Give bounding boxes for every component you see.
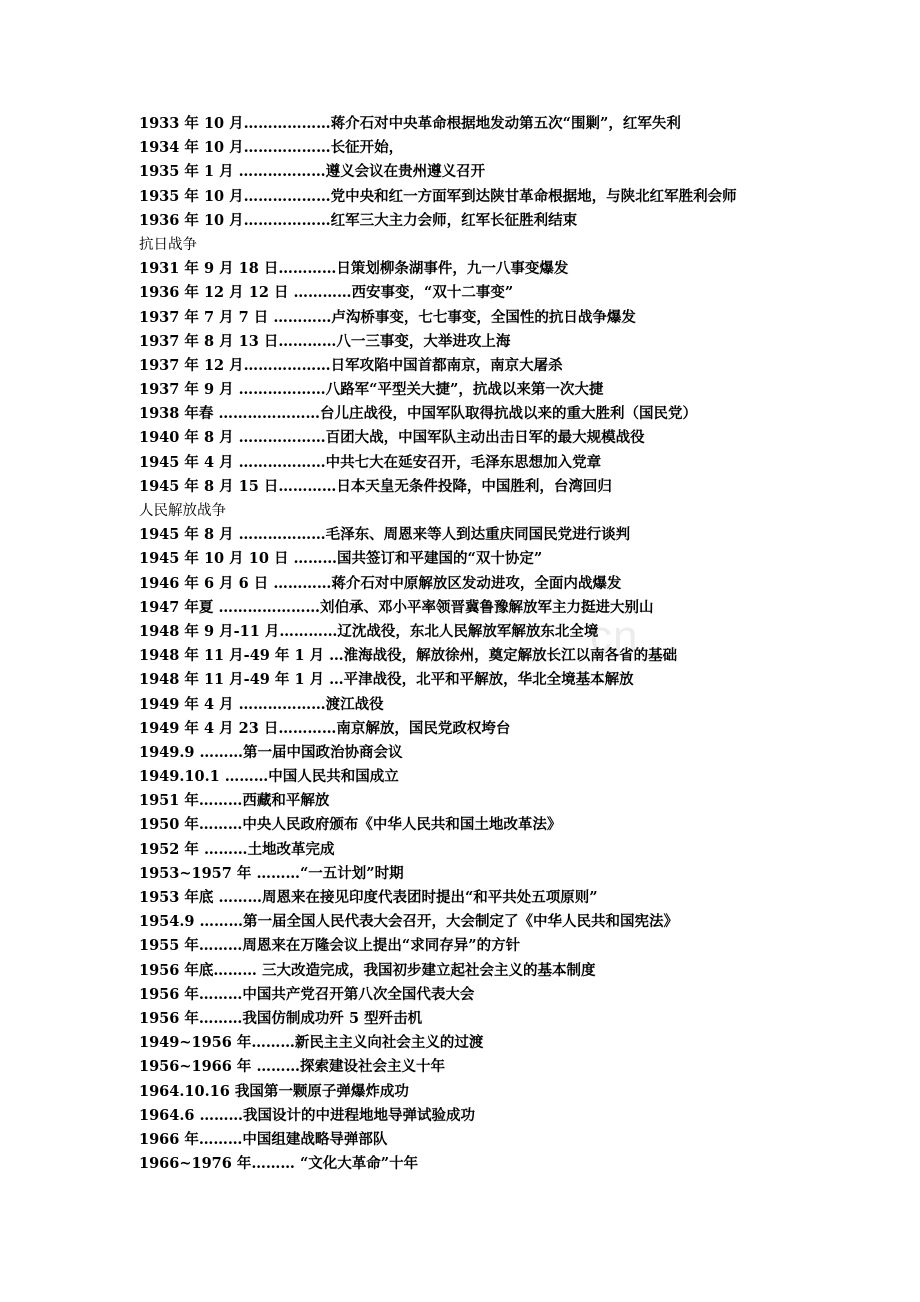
- timeline-entry: 1948 年 11 月-49 年 1 月 …平津战役，北平和平解放，华北全境基本解放: [139, 671, 634, 689]
- timeline-entry: 1956 年底……… 三大改造完成，我国初步建立起社会主义的基本制度: [139, 961, 596, 979]
- timeline-entry: 1949.9 ………第一届中国政治协商会议: [139, 743, 403, 761]
- timeline-entry: 1934 年 10 月………………长征开始，: [139, 139, 404, 157]
- timeline-entry: 1949 年 4 月 ………………渡江战役: [139, 695, 384, 713]
- timeline-entry: 1946 年 6 月 6 日 …………蒋介石对中原解放区发动进攻，全面内战爆发: [139, 574, 622, 592]
- timeline-entry: 1948 年 9 月-11 月…………辽沈战役，东北人民解放军解放东北全境: [139, 622, 599, 640]
- timeline-entry: 1933 年 10 月………………蒋介石对中央革命根据地发动第五次“围剿”，红军失利: [139, 115, 681, 132]
- timeline-entry: 1936 年 10 月………………红军三大主力会师，红军长征胜利结束: [139, 211, 578, 229]
- timeline-entry: 1945 年 4 月 ………………中共七大在延安召开，毛泽东思想加入党章: [139, 453, 602, 471]
- timeline-entry: 1937 年 8 月 13 日…………八一三事变，大举进攻上海: [139, 332, 511, 350]
- timeline-entry: 1949 年 4 月 23 日…………南京解放，国民党政权垮台: [139, 719, 511, 737]
- timeline-entry: 1937 年 12 月………………日军攻陷中国首都南京，南京大屠杀: [139, 356, 563, 374]
- section-heading: 人民解放战争: [139, 503, 226, 519]
- timeline-entry: 1945 年 8 月 ………………毛泽东、周恩来等人到达重庆同国民党进行谈判: [139, 526, 631, 544]
- timeline-entry: 1966 年………中国组建战略导弹部队: [139, 1130, 388, 1148]
- timeline-entry: 1954.9 ………第一届全国人民代表大会召开，大会制定了《中华人民共和国宪法》: [139, 913, 679, 931]
- timeline-entry: 1945 年 10 月 10 日 ………国共签订和平建国的“双十协定”: [139, 550, 543, 568]
- timeline-entry: 1964.10.16 我国第一颗原子弹爆炸成功: [139, 1082, 409, 1100]
- timeline-entry: 1956 年………我国仿制成功歼 5 型歼击机: [139, 1009, 423, 1027]
- timeline-entry: 1949.10.1 ………中国人民共和国成立: [139, 768, 399, 786]
- timeline-entry: 1940 年 8 月 ………………百团大战，中国军队主动出击日军的最大规模战役: [139, 429, 645, 447]
- timeline-document: [139, 112, 909, 1176]
- timeline-entry: 1937 年 7 月 7 日 …………卢沟桥事变，七七事变，全国性的抗日战争爆发: [139, 308, 636, 326]
- watermark-text: cn: [590, 612, 639, 661]
- section-heading: 抗日战争: [139, 236, 197, 253]
- timeline-entry: 1950 年………中央人民政府颁布《中华人民共和国土地改革法》: [139, 816, 562, 834]
- timeline-entry: 1947 年夏 …………………刘伯承、邓小平率领晋冀鲁豫解放军主力挺进大别山: [139, 598, 654, 616]
- timeline-entry: 1938 年春 …………………台儿庄战役，中国军队取得抗战以来的重大胜利（国民党）: [139, 405, 697, 423]
- timeline-entry: 1956~1966 年 ………探索建设社会主义十年: [139, 1058, 445, 1076]
- timeline-entry: 1931 年 9 月 18 日…………日策划柳条湖事件，九一八事变爆发: [139, 260, 569, 278]
- timeline-entry: 1945 年 8 月 15 日…………日本天皇无条件投降，中国胜利，台湾回归: [139, 477, 612, 495]
- timeline-entry: 1935 年 10 月………………党中央和红一方面军到达陕甘革命根据地，与陕北红军胜利会师: [139, 187, 737, 205]
- timeline-entry: 1948 年 11 月-49 年 1 月 …淮海战役，解放徐州，奠定解放长江以南各省的基础: [139, 647, 678, 665]
- timeline-entry: 1952 年 ………土地改革完成: [139, 840, 335, 858]
- timeline-entry: 1937 年 9 月 ………………八路军“平型关大捷”，抗战以来第一次大捷: [139, 381, 604, 399]
- timeline-entry: 1956 年………中国共产党召开第八次全国代表大会: [139, 985, 475, 1003]
- timeline-entry: 1953 年底 ………周恩来在接见印度代表团时提出“和平共处五项原则”: [139, 889, 598, 906]
- timeline-entry: 1949~1956 年………新民主主义向社会主义的过渡: [139, 1034, 484, 1052]
- timeline-entry: 1955 年………周恩来在万隆会议上提出“求同存异”的方针: [139, 937, 521, 955]
- timeline-entry: 1966~1976 年……… “文化大革命”十年: [139, 1155, 419, 1173]
- timeline-entry: 1935 年 1 月 ………………遵义会议在贵州遵义召开: [139, 163, 486, 181]
- timeline-entry: 1953~1957 年 ………“一五计划”时期: [139, 864, 404, 882]
- timeline-entry: 1951 年………西藏和平解放: [139, 792, 330, 810]
- timeline-entry: 1936 年 12 月 12 日 …………西安事变，“双十二事变”: [139, 284, 514, 302]
- timeline-entry: 1964.6 ………我国设计的中进程地地导弹试验成功: [139, 1106, 476, 1124]
